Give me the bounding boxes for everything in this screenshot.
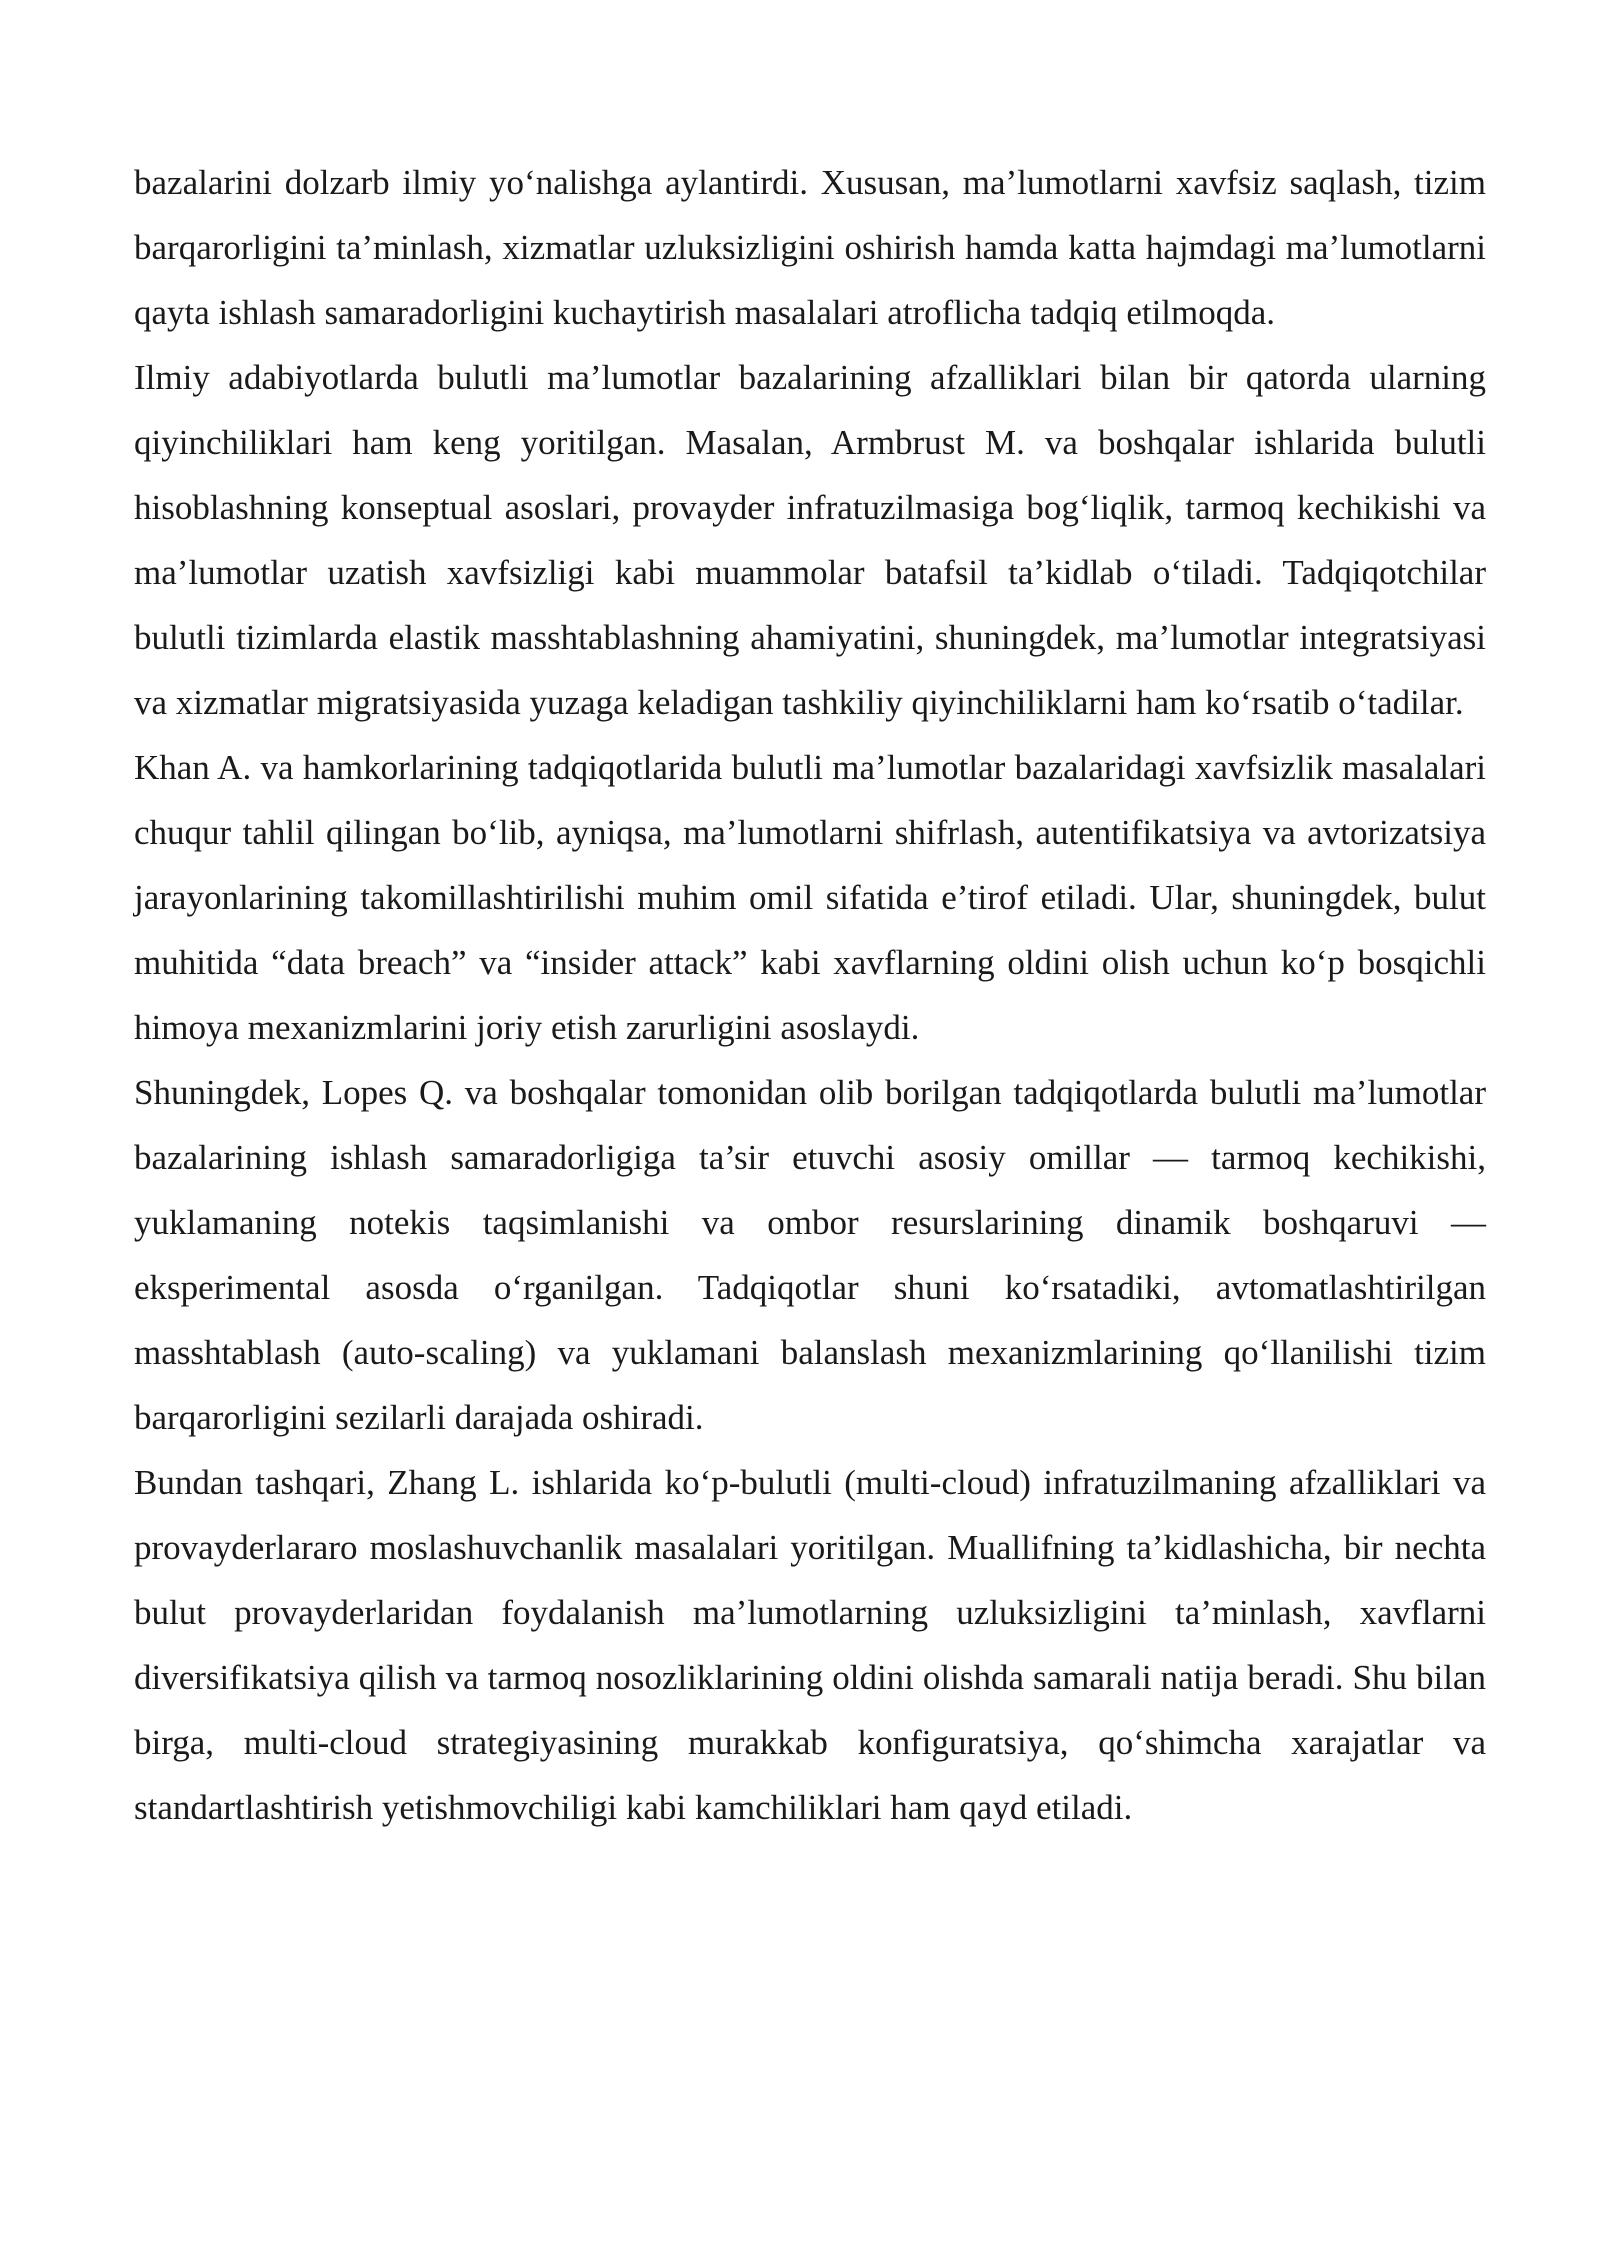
document-body: [134, 150, 1486, 1840]
paragraph-literature-review: Ilmiy adabiyotlarda bulutli ma’lumotlar bazalarining afzalliklari bilan bir qatorda ularning qiyinchiliklari ham keng yoritilgan. Masalan, Armbrust M. va boshqalar ishlarida bulutli hisoblashning konseptual asoslari, provayder infratuzilmasiga bog‘liqlik, tarmoq kechikishi va ma’lumotlar uzatish xavfsizligi kabi muammolar batafsil ta’kidlab o‘tiladi. Tadqiqotchilar bulutli tizimlarda elastik masshtablashning ahamiyatini, shuningdek, ma’lumotlar integratsiyasi va xizmatlar migratsiyasida yuzaga keladigan tashkiliy qiyinchiliklarni ham ko‘rsatib o‘tadilar.: [134, 358, 1486, 722]
paragraph-intro-continuation: bazalarini dolzarb ilmiy yo‘nalishga aylantirdi. Xususan, ma’lumotlarni xavfsiz saqlash, tizim barqarorligini ta’minlash, xizmatlar uzluksizligini oshirish hamda katta hajmdagi ma’lumotlarni qayta ishlash samaradorligini kuchaytirish masalalari atroflicha tadqiq etilmoqda.: [134, 163, 1486, 332]
paragraph-multi-cloud-research: Bundan tashqari, Zhang L. ishlarida ko‘p-bulutli (multi-cloud) infratuzilmaning afzalliklari va provayderlararo moslashuvchanlik masalalari yoritilgan. Muallifning ta’kidlashicha, bir nechta bulut provayderlaridan foydalanish ma’lumotlarning uzluksizligini ta’minlash, xavflarni diversifikatsiya qilish va tarmoq nosozliklarining oldini olishda samarali natija beradi. Shu bilan birga, multi-cloud strategiyasining murakkab konfiguratsiya, qo‘shimcha xarajatlar va standartlashtirish yetishmovchiligi kabi kamchiliklari ham qayd etiladi.: [134, 1463, 1486, 1827]
paragraph-security-research: Khan A. va hamkorlarining tadqiqotlarida bulutli ma’lumotlar bazalaridagi xavfsizlik masalalari chuqur tahlil qilingan bo‘lib, ayniqsa, ma’lumotlarni shifrlash, autentifikatsiya va avtorizatsiya jarayonlarining takomillashtirilishi muhim omil sifatida e’tirof etiladi. Ular, shuningdek, bulut muhitida “data breach” va “insider attack” kabi xavflarning oldini olish uchun ko‘p bosqichli himoya mexanizmlarini joriy etish zarurligini asoslaydi.: [134, 748, 1486, 1047]
paragraph-performance-research: Shuningdek, Lopes Q. va boshqalar tomonidan olib borilgan tadqiqotlarda bulutli ma’lumotlar bazalarining ishlash samaradorligiga ta’sir etuvchi asosiy omillar — tarmoq kechikishi, yuklamaning notekis taqsimlanishi va ombor resurslarining dinamik boshqaruvi — eksperimental asosda o‘rganilgan. Tadqiqotlar shuni ko‘rsatadiki, avtomatlashtirilgan masshtablash (auto-scaling) va yuklamani balanslash mexanizmlarining qo‘llanilishi tizim barqarorligini sezilarli darajada oshiradi.: [134, 1073, 1486, 1437]
